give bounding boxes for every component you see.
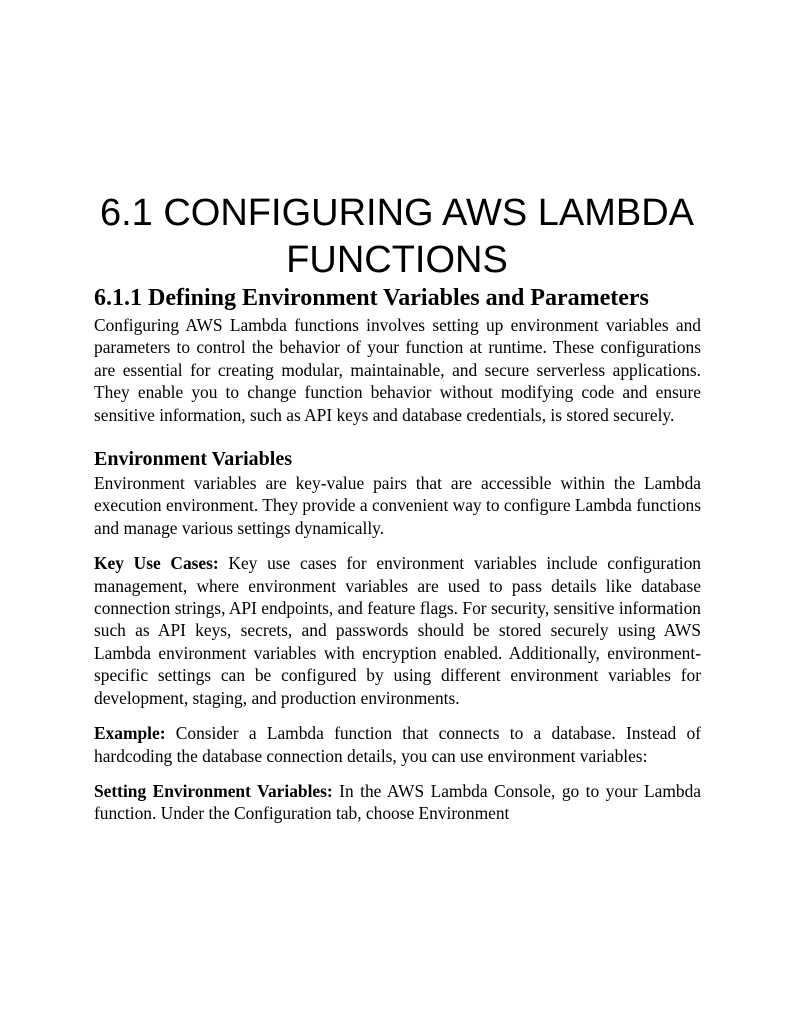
setting-environment-variables-label: Setting Environment Variables:: [94, 780, 333, 801]
page-content: [94, 283, 701, 825]
key-use-cases-paragraph: [94, 552, 701, 709]
environment-variables-description: Environment variables are key-value pairs that are accessible within the Lambda execution environment. They provide a convenient way to configure Lambda functions and manage various settings dynamically.: [94, 473, 701, 538]
chapter-title: 6.1 CONFIGURING AWS LAMBDA FUNCTIONS: [99, 192, 695, 281]
environment-variables-heading: Environment Variables: [94, 448, 292, 471]
example-text: Consider a Lambda function that connects to a database. Instead of hardcoding the database connection details, you can use environment variables:: [94, 723, 701, 766]
section-heading: 6.1.1 Defining Environment Variables and Parameters: [94, 285, 649, 311]
key-use-cases-label: Key Use Cases:: [94, 553, 219, 574]
key-use-cases-text: Key use cases for environment variables include configuration management, where environment variables are used to pass details like database connection strings, API endpoints, and feature flags. For security, sensitive information such as API keys, secrets, and passwords should be stored securely using AWS Lambda environment variables with encryption enabled. Additionally, environment-specific settings can be configured by using different environment variables for development, staging, and production environments.: [94, 553, 701, 708]
setting-environment-variables-text: In the AWS Lambda Console, go to your Lambda function. Under the Configuration tab, choose Environment: [94, 780, 701, 824]
setting-environment-variables-paragraph: [94, 780, 701, 825]
intro-paragraph: Configuring AWS Lambda functions involves setting up environment variables and parameters to control the behavior of your function at runtime. These configurations are essential for creating modular, maintainable, and secure serverless applications. They enable you to change function behavior without modifying code and ensure sensitive information, such as API keys and database credentials, is stored securely.: [94, 315, 701, 425]
example-label: Example:: [94, 723, 166, 744]
example-paragraph: [94, 722, 701, 767]
